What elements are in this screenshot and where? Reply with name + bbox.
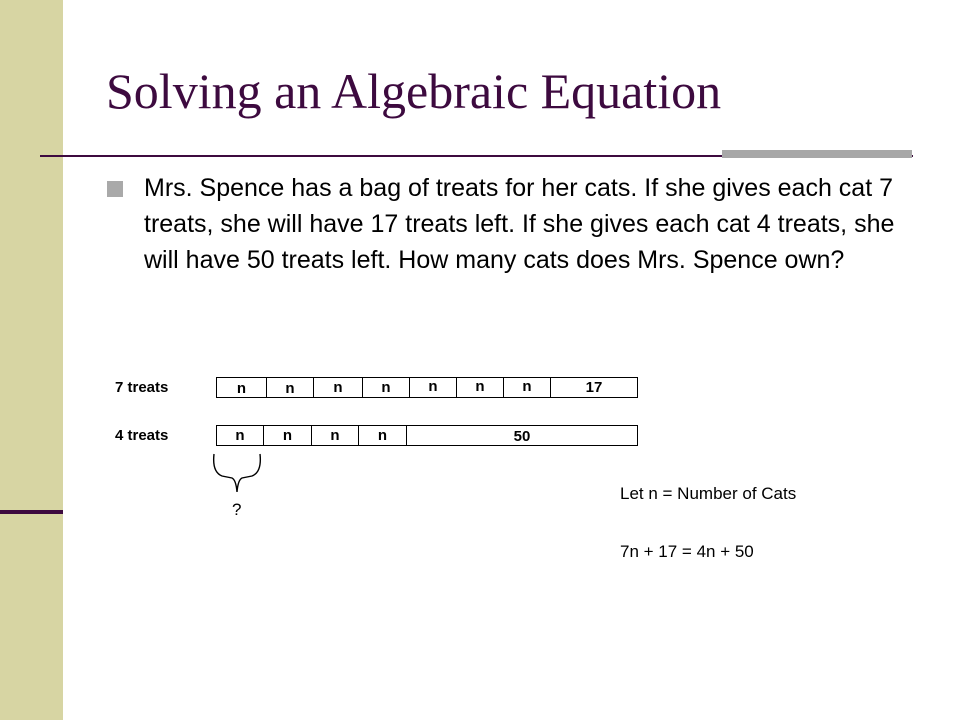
unknown-question-mark: ? [232, 500, 242, 519]
row-label-4-treats: 4 treats [115, 427, 169, 444]
bar-cell-n: n [363, 378, 410, 397]
row-label-7-treats: 7 treats [115, 379, 169, 396]
bar-cell-n: n [410, 378, 457, 397]
bar-cell-n: n [504, 378, 551, 397]
bar-cell-n: n [359, 426, 407, 445]
bar-7-treats [216, 377, 638, 398]
bar-cell-n: n [457, 378, 504, 397]
bar-cell-n: n [314, 378, 363, 397]
curly-brace-icon [210, 452, 266, 496]
bullet-square-icon [107, 181, 123, 197]
equation: 7n + 17 = 4n + 50 [620, 542, 754, 561]
bar-4-treats [216, 425, 638, 446]
problem-statement: Mrs. Spence has a bag of treats for her cats. If she gives each cat 7 treats, she will have 17 treats left. If she gives each cat 4 treats, she will have 50 treats left. How many cats does Mrs. Spence own? [144, 174, 895, 274]
variable-definition: Let n = Number of Cats [620, 484, 797, 503]
side-band [0, 0, 63, 720]
bar-cell-n: n [217, 426, 264, 445]
bar-remainder-50: 50 [513, 428, 531, 445]
side-accent-bar [0, 510, 63, 514]
bar-cell-n: n [217, 378, 267, 397]
bar-cell-n: n [264, 426, 312, 445]
bar-cell-n: n [267, 378, 314, 397]
slide-title: Solving an Algebraic Equation [106, 63, 722, 119]
bar-remainder-17: 17 [585, 379, 603, 396]
bar-cell-n: n [312, 426, 359, 445]
title-underline-accent [722, 150, 912, 158]
